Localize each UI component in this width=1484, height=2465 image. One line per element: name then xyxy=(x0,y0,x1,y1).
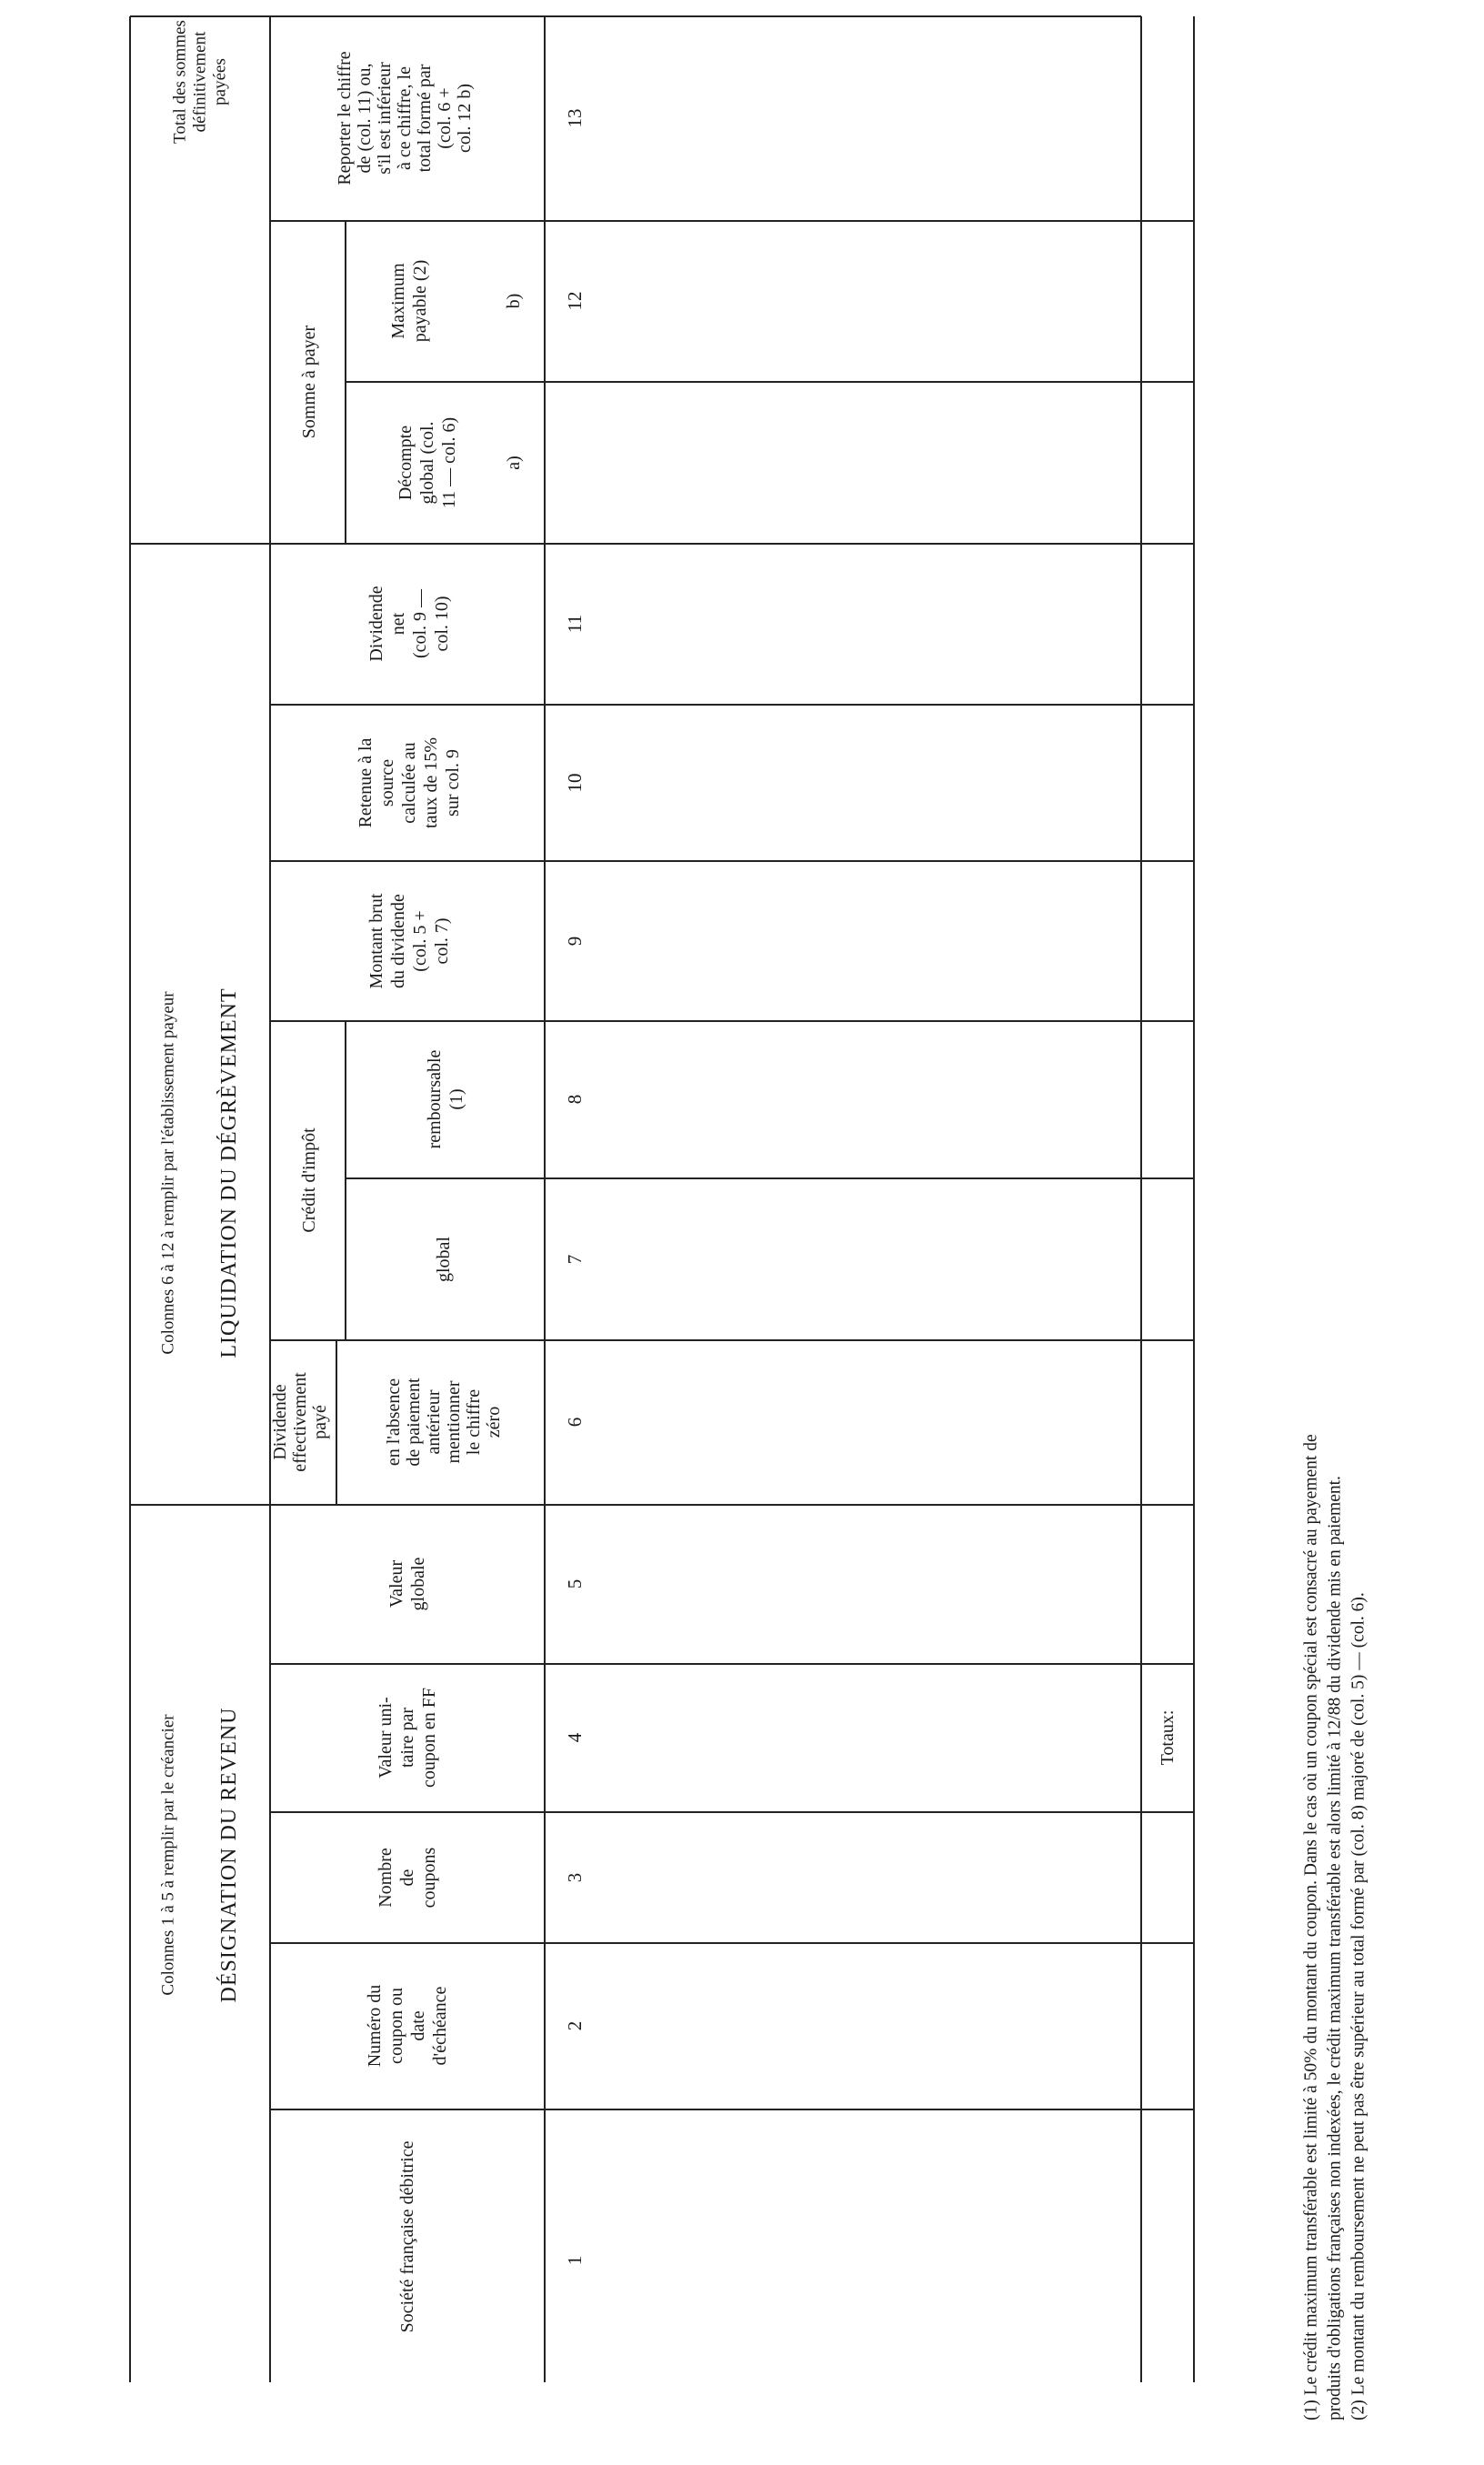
col8-header-line: remboursable xyxy=(425,1049,445,1149)
dividende-group-label-line: Dividende xyxy=(270,1384,290,1460)
col4-header xyxy=(376,1688,439,1788)
footnote-line: (1) Le crédit maximum transférable est limité à 50% du montant du coupon. Dans le cas où un coupon spécial est consacré au payement de xyxy=(1301,1434,1321,2420)
total-header-line: payées xyxy=(210,58,230,105)
col5-header-line: globale xyxy=(408,1557,428,1611)
col3-header xyxy=(376,1847,439,1908)
table-text xyxy=(159,20,1369,2420)
table-rules xyxy=(130,16,1194,2382)
col2-header-line: Numéro du xyxy=(365,1984,385,2068)
col12b-header xyxy=(388,260,430,343)
col9-header-line: Montant brut xyxy=(366,893,386,989)
col-number-c1: 1 xyxy=(564,2255,586,2266)
credit-group-label xyxy=(299,1127,319,1233)
col12b-letter: b) xyxy=(504,293,524,309)
section-left-title xyxy=(217,1708,241,2003)
col2-header-line: coupon ou xyxy=(386,1988,406,2064)
col9-header-line: (col. 5 + xyxy=(410,910,430,972)
col13-header-line: (col. 6 + xyxy=(435,87,455,149)
col-number-c9: 9 xyxy=(564,936,586,947)
col8-header-line: (1) xyxy=(446,1088,466,1110)
section-left-instruction-line: Colonnes 1 à 5 à remplir par le créancier xyxy=(158,1714,178,1996)
col3-header-line: de xyxy=(397,1869,417,1887)
totals-label: Totaux: xyxy=(1158,1709,1178,1766)
col8-header xyxy=(425,1049,466,1148)
col6-header-line: mentionner xyxy=(444,1380,464,1464)
col9-header-line: col. 7) xyxy=(432,917,452,965)
col-number-c12b: 12 xyxy=(564,291,586,311)
section-left-title-line: DÉSIGNATION DU REVENU xyxy=(217,1707,241,2003)
col12a-header-line: 11 — col. 6) xyxy=(439,416,459,509)
dividende-group-label-line: effectivement xyxy=(290,1372,310,1472)
col13-header-line: à ce chiffre, le xyxy=(395,66,415,170)
col-number-c4: 4 xyxy=(564,1732,586,1743)
somme-group-label-line: Somme à payer xyxy=(299,325,319,439)
col6-header xyxy=(384,1378,504,1467)
col9-header xyxy=(366,893,452,988)
col-number-c8: 8 xyxy=(564,1094,586,1105)
col-number-c3: 3 xyxy=(564,1872,586,1883)
col10-header-line: sur col. 9 xyxy=(443,749,463,817)
credit-group-label-line: Crédit d'impôt xyxy=(299,1127,319,1233)
col6-header-line: zéro xyxy=(484,1406,504,1438)
col3-header-line: coupons xyxy=(419,1847,439,1909)
col12a-letter: a) xyxy=(504,456,524,470)
total-header-line: définitivement xyxy=(190,31,210,133)
col11-header-line: Dividende xyxy=(366,586,386,662)
col9-header-line: du dividende xyxy=(388,894,408,988)
col-number-c7: 7 xyxy=(564,1254,586,1265)
col12b-header-line: payable (2) xyxy=(410,259,430,343)
col2-header xyxy=(365,1985,450,2068)
col4-header-line: taire par xyxy=(397,1707,417,1769)
section-right-title xyxy=(217,987,241,1358)
col10-header xyxy=(356,737,463,828)
col12a-header-line: global (col. xyxy=(417,421,437,505)
col2-header-line: date xyxy=(408,2010,428,2041)
section-right-instruction xyxy=(159,991,178,1355)
col3-header-line: Nombre xyxy=(376,1848,396,1908)
col1-header xyxy=(397,2140,417,2332)
section-right-instruction-line: Colonnes 6 à 12 à remplir par l'établissement payeur xyxy=(158,991,178,1355)
col4-header-line: Valeur uni- xyxy=(376,1697,396,1779)
col5-header xyxy=(386,1557,428,1610)
col12a-header xyxy=(396,417,459,508)
col-number-c11: 11 xyxy=(564,614,586,634)
col-number-c6: 6 xyxy=(564,1417,586,1428)
section-left-instruction xyxy=(159,1714,178,1996)
col5-header-line: Valeur xyxy=(386,1559,406,1608)
total-header xyxy=(171,20,230,144)
col6-header-line: antérieur xyxy=(424,1389,444,1455)
footnote-line: produits d'obligations françaises non indexées, le crédit maximum transférable est alors limité à 12/88 du dividende mis en paiement. xyxy=(1325,1476,1345,2420)
col13-header-line: s'il est inférieur xyxy=(375,62,395,175)
col1-header-line: Société française débitrice xyxy=(397,2140,417,2333)
col13-header-line: de (col. 11) ou, xyxy=(355,63,375,174)
col11-header-line: col. 10) xyxy=(432,596,452,652)
total-header-line: Total des sommes xyxy=(170,20,190,144)
col13-header-line: col. 12 b) xyxy=(455,83,475,154)
section-right-title-line: LIQUIDATION DU DÉGRÈVEMENT xyxy=(217,987,241,1358)
col6-header-line: en l'absence xyxy=(384,1378,404,1467)
col13-header xyxy=(335,51,475,185)
col12a-header-line: Décompte xyxy=(396,425,416,501)
footnote-line: (2) Le montant du remboursement ne peut pas être supérieur au total formé par (col. 8) majoré de (col. 5) — (col. 6). xyxy=(1349,1592,1369,2420)
col11-header xyxy=(366,586,452,661)
col-number-c5: 5 xyxy=(564,1578,586,1589)
col2-header-line: d'échéance xyxy=(430,1986,450,2066)
col-number-c13: 13 xyxy=(564,108,586,128)
col7-header-line: global xyxy=(434,1237,454,1282)
col10-header-line: source xyxy=(377,758,397,807)
col4-header-line: coupon en FF xyxy=(419,1688,439,1788)
col13-header-line: total formé par xyxy=(415,64,435,173)
col6-header-line: le chiffre xyxy=(464,1388,484,1456)
col6-header-line: de paiement xyxy=(404,1378,424,1467)
col10-header-line: Retenue à la xyxy=(356,737,376,828)
col10-header-line: calculée au xyxy=(399,742,419,824)
col11-header-line: (col. 9 — xyxy=(410,588,430,659)
col7-header xyxy=(434,1237,454,1282)
col-number-c10: 10 xyxy=(564,773,586,793)
col10-header-line: taux de 15% xyxy=(421,737,441,828)
col11-header-line: net xyxy=(388,612,408,636)
dividende-group-label xyxy=(270,1372,330,1472)
col12b-header-line: Maximum xyxy=(388,263,408,339)
col-number-c2: 2 xyxy=(564,2020,586,2031)
somme-group-label xyxy=(299,325,319,438)
col13-header-line: Reporter le chiffre xyxy=(335,51,355,185)
dividende-group-label-line: payé xyxy=(310,1405,330,1439)
